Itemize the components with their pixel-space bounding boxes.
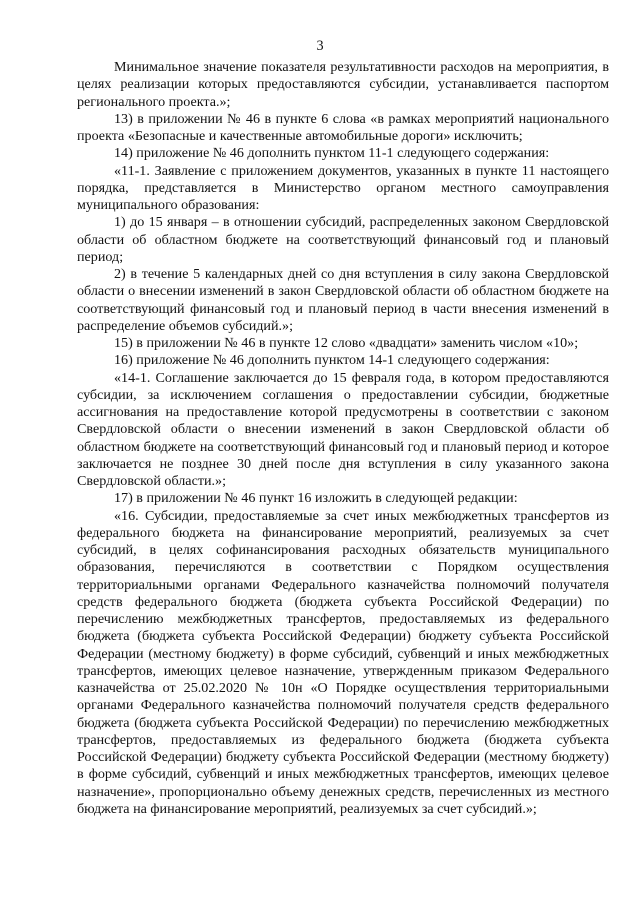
paragraph-subitem-2: 2) в течение 5 календарных дней со дня вступления в силу закона Свердловской области о внесении изменений в закон Свердловской области об областном бюджете на соответствующий финансовый год и плановый период в части внесения изменений в распределение объемов субсидий.»; (77, 266, 609, 334)
paragraph-subitem-1: 1) до 15 января – в отношении субсидий, распределенных законом Свердловской области об областном бюджете на соответствующий финансовый год и плановый период; (77, 214, 609, 265)
paragraph-item-16: 16) приложение № 46 дополнить пунктом 14-1 следующего содержания: (114, 352, 550, 369)
document-body (77, 59, 609, 818)
paragraph-item-14: 14) приложение № 46 дополнить пунктом 11-1 следующего содержания: (114, 145, 550, 162)
paragraph-point-16: «16. Субсидии, предоставляемые за счет иных межбюджетных трансфертов из федерального бюджета на финансирование мероприятий, реализуемых за счет субсидий, в целях софинансирования расходных обязательств муниципального образования, перечисляются в соответствии с Порядком осуществления территориальными органами Федерального казначейства полномочий получателя средств федерального бюджета (бюджета субъекта Российской Федерации) по перечислению межбюджетных трансфертов, предоставляемых из федерального бюджета (бюджета субъекта Российской Федерации) бюджету субъекта Российской Федерации (местному бюджету) в форме субсидий, субвенций и иных межбюджетных трансфертов, имеющих целевое назначение, утвержденным приказом Федерального казначейства от 25.02.2020 № 10н «О Порядке осуществления территориальными органами Федерального казначейства полномочий получателя средств федерального бюджета (бюджета субъекта Российской Федерации) по перечислению межбюджетных трансфертов, предоставляемых из федерального бюджета (бюджета субъекта Российской Федерации) бюджету субъекта Российской Федерации (местному бюджету) в форме субсидий, субвенций и иных межбюджетных трансфертов, имеющих целевое назначение», пропорционально объему денежных средств, перечисленных из местного бюджета на финансирование мероприятий, реализуемых за счет субсидий.»; (77, 507, 609, 817)
page-number: 3 (316, 38, 324, 54)
paragraph-min-indicator: Минимальное значение показателя результативности расходов на мероприятия, в целях реализации которых предоставляются субсидии, устанавливается паспортом регионального проекта.»; (77, 59, 609, 110)
paragraph-point-14-1: «14-1. Соглашение заключается до 15 февраля года, в котором предоставляются субсидии, за исключением соглашения о предоставлении субсидии, бюджетные ассигнования на предоставление которой предусмотрены в соответствии с законом Свердловской области о внесении изменений в закон Свердловской области об областном бюджете на соответствующий финансовый год и плановый период и которое заключается не позднее 30 дней после дня вступления в силу указанного закона Свердловской области.»; (77, 369, 609, 489)
paragraph-item-15: 15) в приложении № 46 в пункте 12 слово «двадцати» заменить числом «10»; (114, 335, 579, 351)
paragraph-item-17: 17) в приложении № 46 пункт 16 изложить в следующей редакции: (114, 490, 518, 507)
paragraph-item-13: 13) в приложении № 46 в пункте 6 слова «в рамках мероприятий национального проекта «Безопасные и качественные автомобильные дороги» исключить; (77, 110, 609, 144)
paragraph-point-11-1: «11-1. Заявление с приложением документов, указанных в пункте 11 настоящего порядка, представляется в Министерство органом местного самоуправления муниципального образования: (77, 162, 609, 213)
